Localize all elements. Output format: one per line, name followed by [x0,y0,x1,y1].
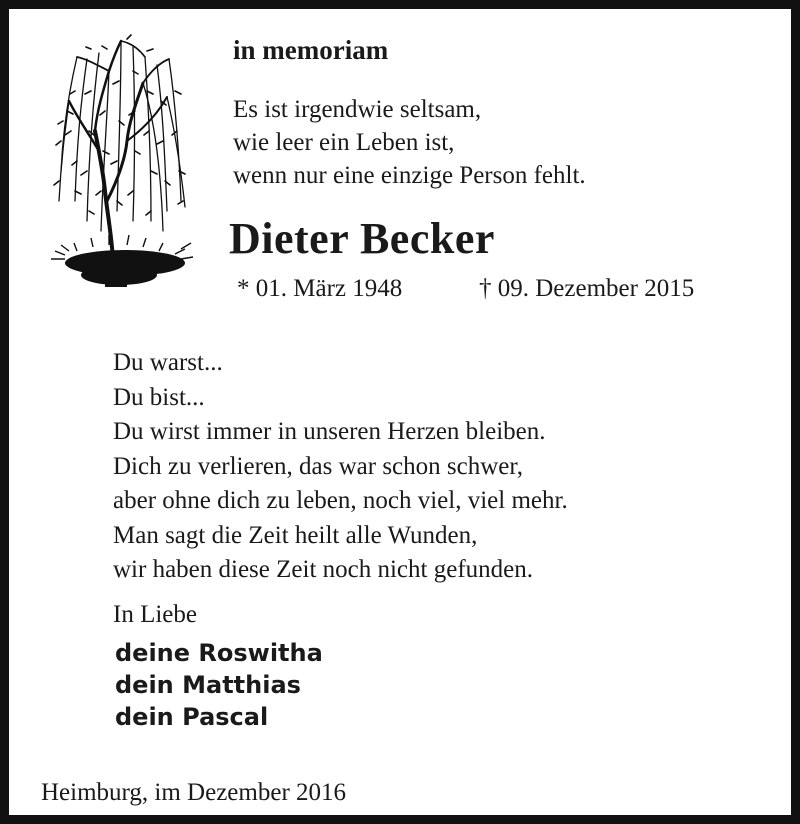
death-date: † 09. Dezember 2015 [479,275,695,302]
poem-line: Du warst... [113,349,223,376]
family-signatures [115,637,323,733]
closing-phrase: In Liebe [113,601,197,628]
verse-line: wenn nur eine einzige Person fehlt. [233,162,586,189]
memorial-poem [113,346,568,588]
poem-line: Du wirst immer in unseren Herzen bleiben. [113,418,546,445]
poem-line: wir haben diese Zeit noch nicht gefunden. [113,556,533,583]
in-memoriam-heading: in memoriam [233,35,389,65]
verse-line: Es ist irgendwie seltsam, [233,96,482,123]
family-member: dein Matthias [115,671,301,699]
verse-line: wie leer ein Leben ist, [233,129,455,156]
deceased-name: Dieter Becker [229,214,495,263]
poem-line: Dich zu verlieren, das war schon schwer, [113,452,523,480]
place-and-date: Heimburg, im Dezember 2016 [41,779,347,806]
birth-date: * 01. März 1948 [237,275,403,302]
weeping-willow-icon [47,31,197,293]
opening-verse [233,93,586,192]
poem-line: Du bist... [113,383,205,411]
family-member: dein Pascal [115,703,269,731]
family-member: deine Roswitha [115,639,323,667]
poem-line: aber ohne dich zu leben, noch viel, viel mehr. [113,487,568,514]
poem-line: Man sagt die Zeit heilt alle Wunden, [113,521,478,549]
